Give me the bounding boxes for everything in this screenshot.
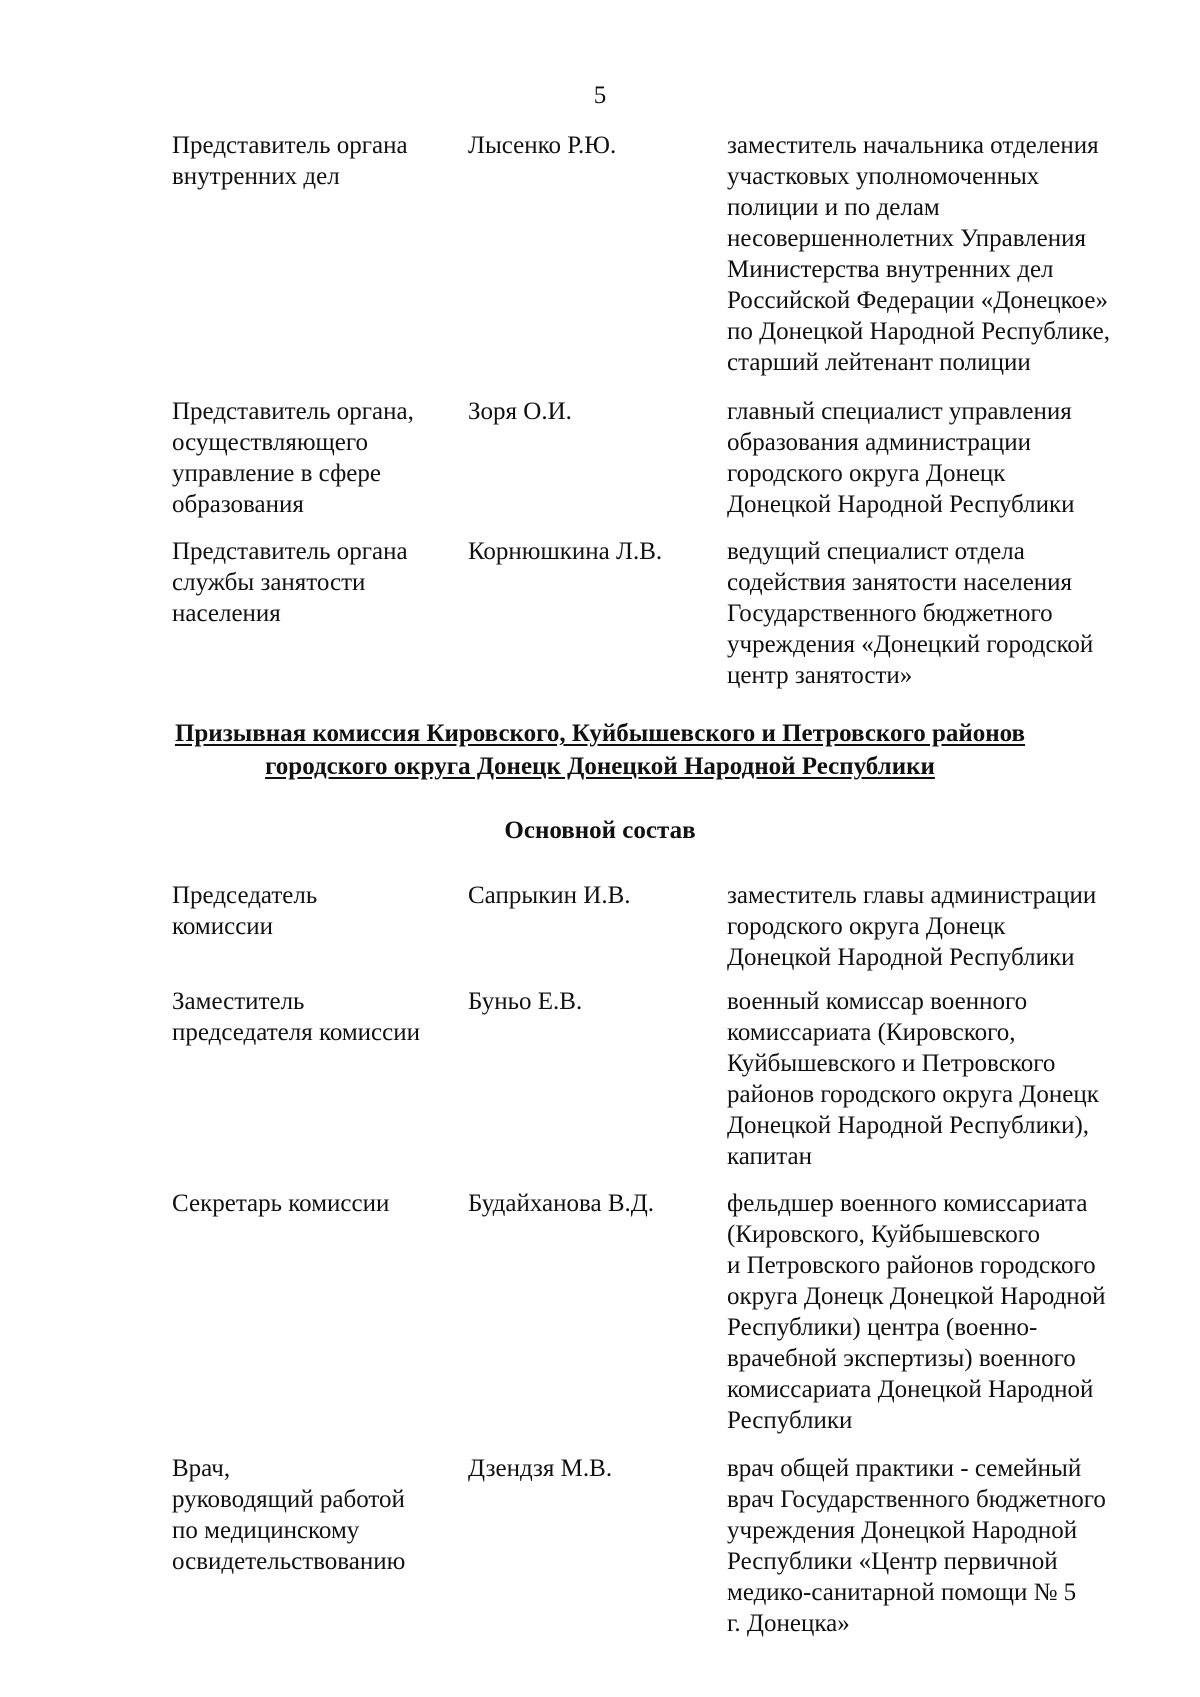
member-position: главный специалист управления образования администрации городского округа Донецк Донецкой Народной Республики [727,398,1075,518]
member-position: заместитель главы администрации городского округа Донецк Донецкой Народной Республики [727,882,1097,971]
member-row-secretary [172,1188,1152,1436]
member-row-employment [172,536,1152,691]
member-role: Заместитель председателя комиссии [172,988,420,1046]
member-name: Дзендзя М.В. [468,1455,613,1482]
section-title: Призывная комиссия Кировского, Куйбышевского и Петровского районов городского округа Донецк Донецкой Народной Республики [174,720,1026,780]
member-name: Буньо Е.В. [468,988,583,1015]
member-name: Будайханова В.Д. [468,1190,655,1217]
member-role: Представитель органа службы занятости населения [172,538,408,627]
member-name: Зоря О.И. [468,398,572,425]
member-name: Лысенко Р.Ю. [468,132,617,159]
member-row-physician [172,1453,1152,1639]
member-role: Врач, руководящий работой по медицинскому освидетельствованию [172,1455,406,1575]
subsection-title: Основной состав [504,817,696,844]
member-row-internal-affairs [172,130,1152,378]
member-name: Корнюшкина Л.В. [468,538,663,565]
member-position: врач общей практики - семейный врач Государственного бюджетного учреждения Донецкой Народной Республики «Центр первичной медико-санитарной помощи № 5 г. Донецка» [727,1455,1106,1637]
member-position: фельдшер военного комиссариата (Кировского, Куйбышевского и Петровского районов городского округа Донецк Донецкой Народной Республики) центра (военно- врачебной экспертизы) военного комиссариата Донецкой Народной Республики [727,1190,1106,1434]
member-position: военный комиссар военного комиссариата (Кировского, Куйбышевского и Петровского районов городского округа Донецк Донецкой Народной Республики), капитан [727,988,1099,1170]
member-role: Представитель органа, осуществляющего управление в сфере образования [172,398,414,518]
member-position: ведущий специалист отдела содействия занятости населения Государственного бюджетного учреждения «Донецкий городской центр занятости» [727,538,1094,689]
member-position: заместитель начальника отделения участковых уполномоченных полиции и по делам несовершеннолетних Управления Министерства внутренних дел Российской Федерации «Донецкое» по Донецкой Народной Республике, старший лейтенант полиции [727,132,1110,376]
member-name: Сапрыкин И.В. [468,882,631,909]
member-row-deputy-chairman [172,986,1152,1172]
member-row-education [172,396,1152,520]
page-number: 5 [593,82,607,109]
member-role: Секретарь комиссии [172,1190,390,1217]
member-row-chairman [172,880,1152,973]
member-role: Представитель органа внутренних дел [172,132,408,190]
member-role: Председатель комиссии [172,882,318,940]
